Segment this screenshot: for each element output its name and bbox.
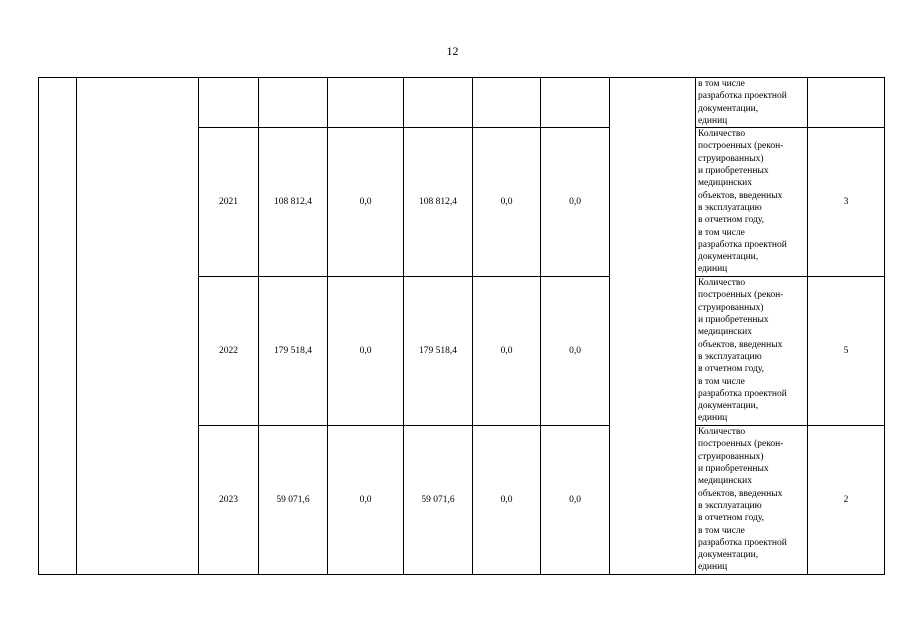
other-cell: 0,0 — [541, 426, 610, 575]
number-cell — [39, 78, 77, 575]
value-cell: 5 — [808, 277, 885, 426]
federal-cell: 0,0 — [328, 426, 404, 575]
federal-cell — [328, 78, 404, 128]
total-cell: 179 518,4 — [259, 277, 328, 426]
executor-cell — [610, 78, 696, 575]
indicator-cell: Количество построенных (рекон- струированных) и приобретенных медицинских объектов, введенных в эксплуатацию в отчетном году, в том числе разработка проектной документации, единиц — [696, 128, 808, 277]
value-cell: 3 — [808, 128, 885, 277]
indicator-cell: Количество построенных (рекон- струированных) и приобретенных медицинских объектов, введенных в эксплуатацию в отчетном году, в том числе разработка проектной документации, единиц — [696, 277, 808, 426]
total-cell — [259, 78, 328, 128]
value-cell — [808, 78, 885, 128]
regional-cell — [404, 78, 473, 128]
total-cell: 59 071,6 — [259, 426, 328, 575]
other-cell: 0,0 — [541, 277, 610, 426]
year-cell: 2022 — [199, 277, 259, 426]
regional-cell: 108 812,4 — [404, 128, 473, 277]
table-row — [39, 78, 885, 128]
value-cell: 2 — [808, 426, 885, 575]
year-cell: 2021 — [199, 128, 259, 277]
federal-cell: 0,0 — [328, 128, 404, 277]
federal-cell: 0,0 — [328, 277, 404, 426]
local-cell — [473, 78, 541, 128]
year-cell — [199, 78, 259, 128]
indicator-cell: в том числе разработка проектной документации, единиц — [696, 78, 808, 128]
page-number: 12 — [446, 44, 459, 58]
local-cell: 0,0 — [473, 277, 541, 426]
other-cell: 0,0 — [541, 128, 610, 277]
year-cell: 2023 — [199, 426, 259, 575]
local-cell: 0,0 — [473, 426, 541, 575]
name-cell — [77, 78, 199, 575]
total-cell: 108 812,4 — [259, 128, 328, 277]
local-cell: 0,0 — [473, 128, 541, 277]
regional-cell: 59 071,6 — [404, 426, 473, 575]
regional-cell: 179 518,4 — [404, 277, 473, 426]
other-cell — [541, 78, 610, 128]
funding-table — [38, 77, 885, 575]
indicator-cell: Количество построенных (рекон- струированных) и приобретенных медицинских объектов, введенных в эксплуатацию в отчетном году, в том числе разработка проектной документации, единиц — [696, 426, 808, 575]
